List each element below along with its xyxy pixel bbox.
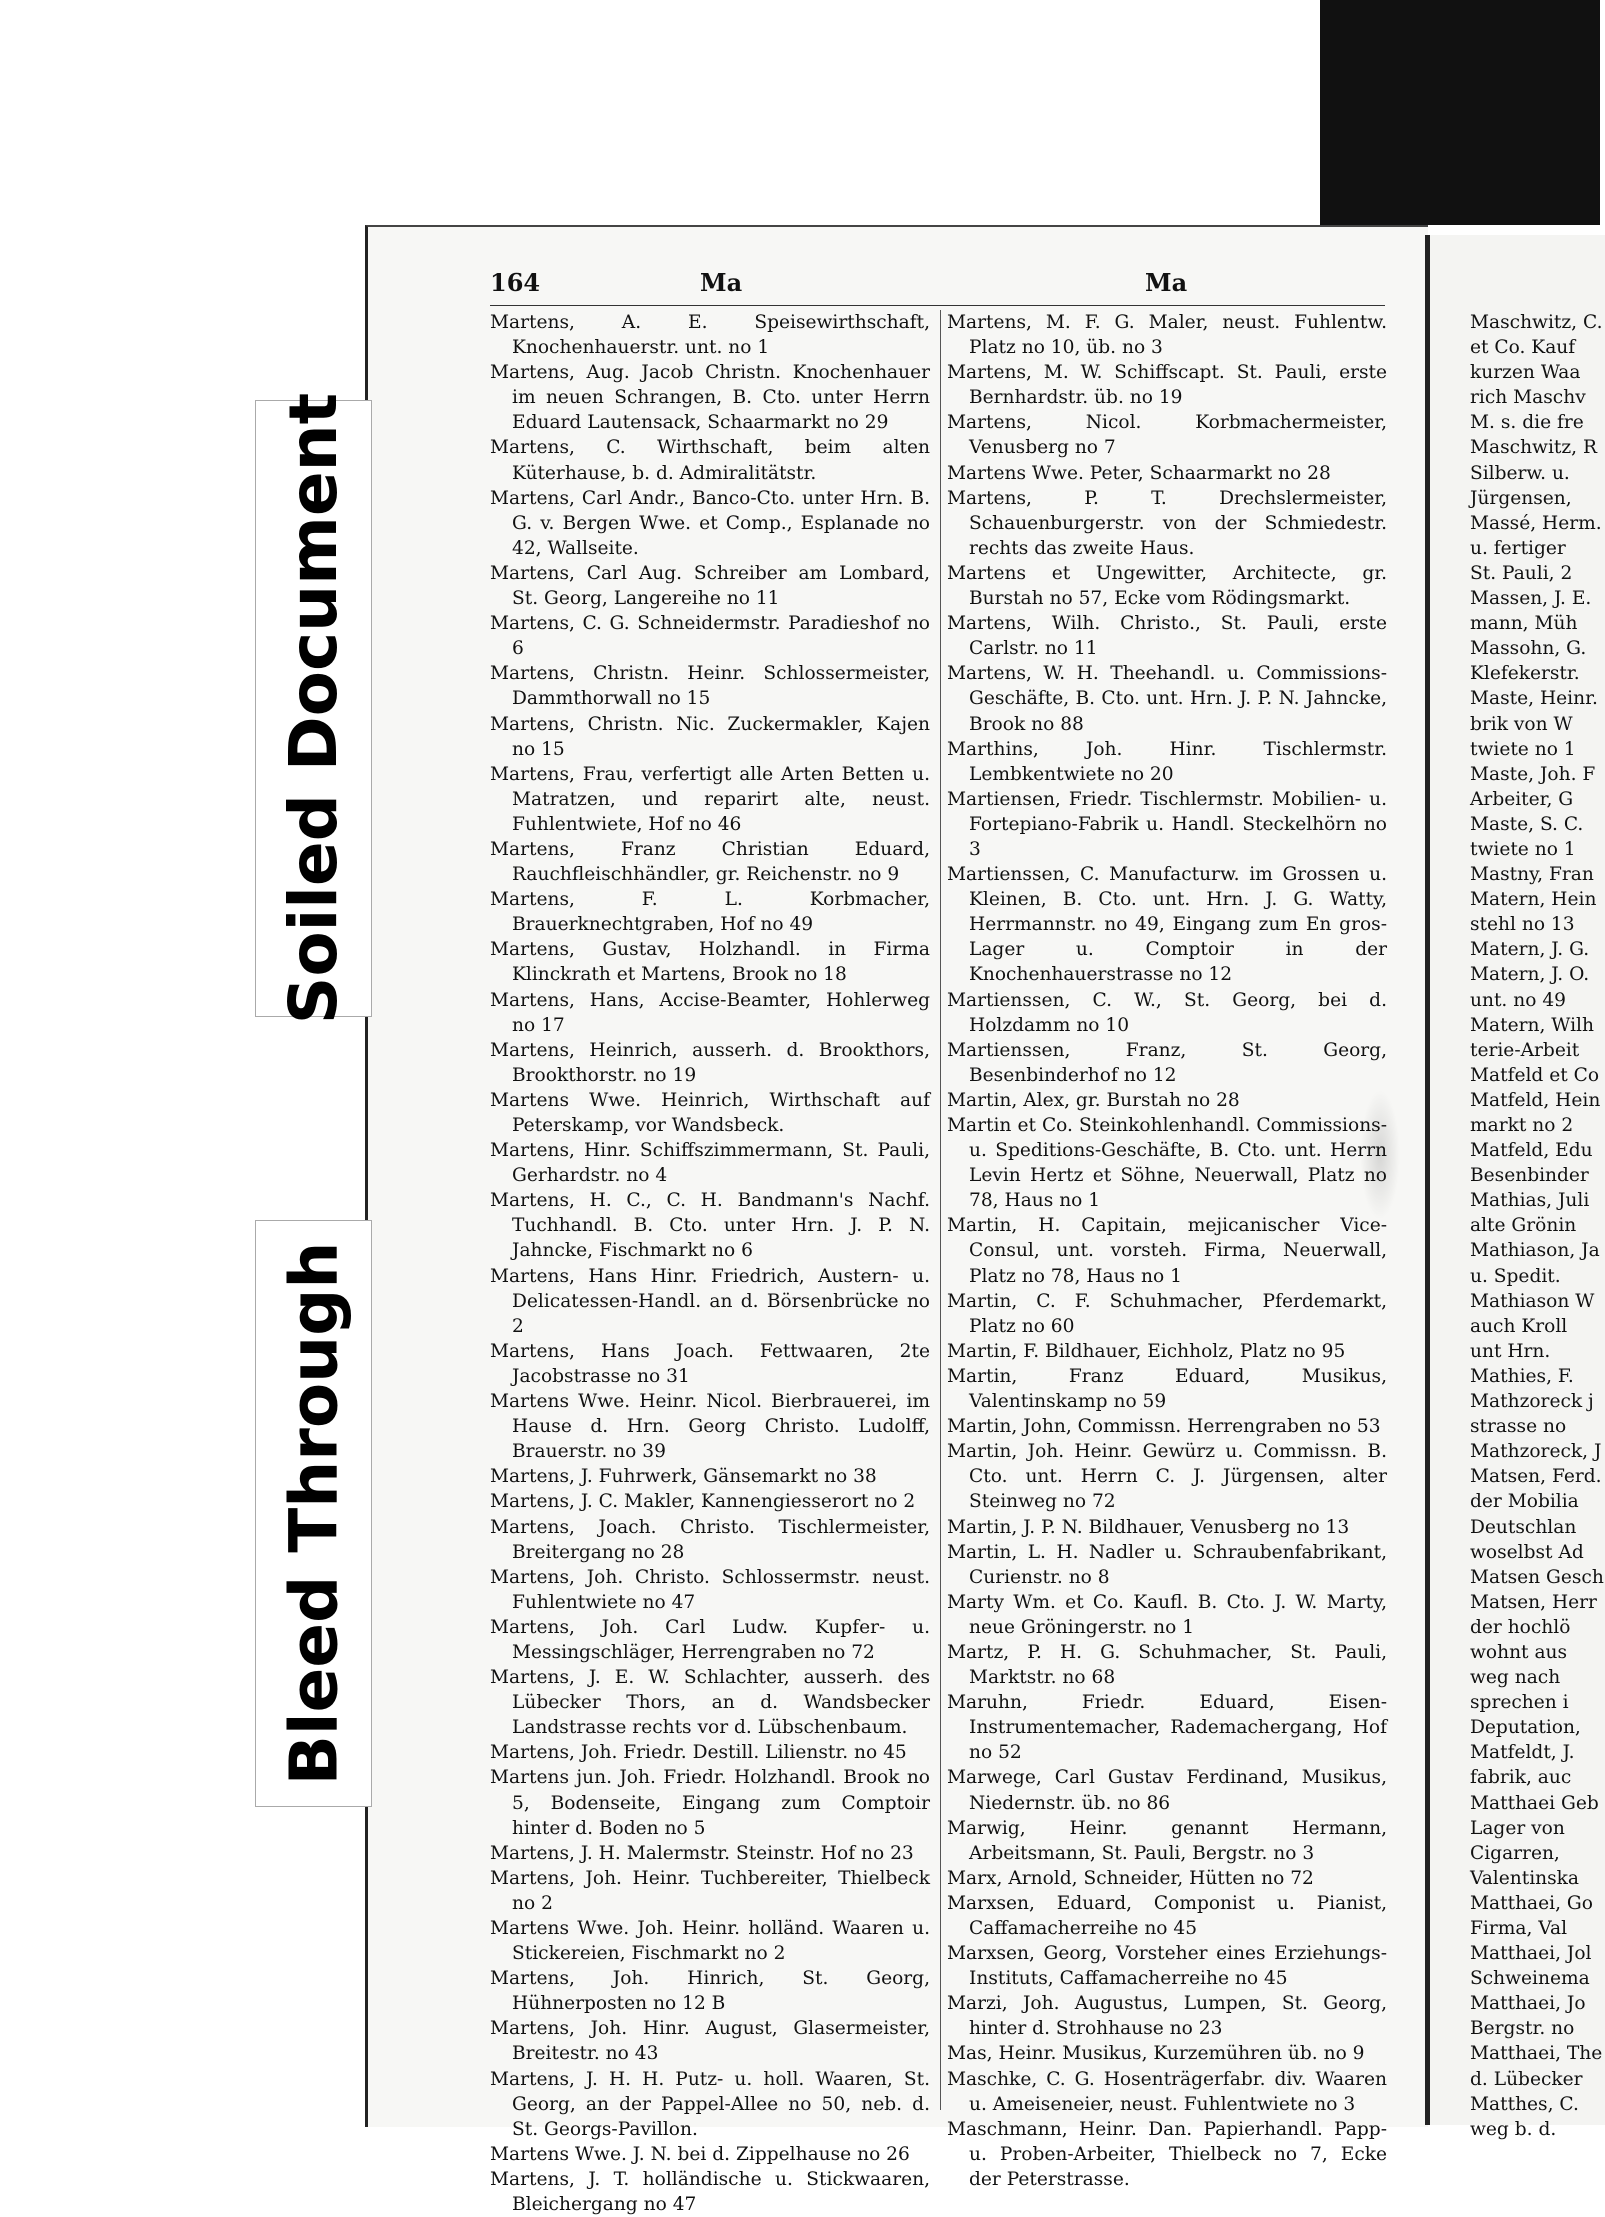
binding-shadow (1320, 0, 1600, 225)
directory-entry: Martens, Christn. Nic. Zuckermakler, Kajen no 15 (490, 713, 930, 760)
directory-entry: twiete no 1 (1470, 838, 1576, 860)
directory-entry: Matfeld, Edu (1470, 1140, 1593, 1162)
directory-entry: Martens, Heinrich, ausserh. d. Brookthors, Brookthorstr. no 19 (490, 1039, 930, 1086)
directory-entry: Deputation, (1470, 1717, 1581, 1739)
directory-entry: Matsen, Ferd. (1470, 1466, 1602, 1488)
directory-entry: Mas, Heinr. Musikus, Kurzemühren üb. no 9 (947, 2043, 1365, 2065)
header-rule (490, 305, 1385, 306)
directory-entry: Martiensen, Friedr. Tischlermstr. Mobilien- u. Fortepiano-Fabrik u. Handl. Steckelhörn no 3 (947, 788, 1387, 860)
middle-column (940, 310, 1387, 2190)
directory-entry: Massen, J. E. (1470, 588, 1592, 610)
soiled-document-label: Soiled Document (275, 392, 353, 1025)
directory-entry: Martens, H. C., C. H. Bandmann's Nachf. Tuchhandl. B. Cto. unter Hrn. J. P. N. Jahncke, Fischmarkt no 6 (490, 1190, 930, 1262)
directory-entry: stehl no 13 (1470, 914, 1575, 936)
soiled-document-tab (255, 392, 372, 1025)
directory-entry: d. Lübecker (1470, 2068, 1583, 2090)
directory-entry: Martin, Alex, gr. Burstah no 28 (947, 1089, 1240, 1111)
directory-entry: weg b. d. (1470, 2118, 1557, 2140)
directory-entry: Martens, Hans Hinr. Friedrich, Austern- u. Delicatessen-Handl. an d. Börsenbrücke no 2 (490, 1265, 930, 1337)
directory-entry: Matfeldt, J. (1470, 1742, 1575, 1764)
directory-entry: Martin, C. F. Schuhmacher, Pferdemarkt, Platz no 60 (947, 1290, 1387, 1337)
directory-entry: Martens, Joach. Christo. Tischlermeister, Breitergang no 28 (490, 1516, 930, 1563)
directory-entry: Matthes, C. (1470, 2093, 1579, 2115)
directory-entry: Marxsen, Georg, Vorsteher eines Erziehungs-Instituts, Caffamacherreihe no 45 (947, 1943, 1387, 1990)
directory-entry: Firma, Val (1470, 1918, 1568, 1939)
directory-entry: Martens, J. E. W. Schlachter, ausserh. des Lübecker Thors, an d. Wandsbecker Landstrasse rechts vor d. Lübschenbaum. (490, 1667, 930, 1739)
bleed-through-label: Bleed Through (275, 1241, 353, 1786)
directory-entry: Martens Wwe. Peter, Schaarmarkt no 28 (947, 462, 1331, 484)
directory-entry: rich Maschv (1470, 387, 1586, 409)
directory-entry: Martens, Hans Joach. Fettwaaren, 2te Jacobstrasse no 31 (490, 1340, 930, 1387)
directory-entry: Martin, John, Commissn. Herrengraben no 53 (947, 1416, 1381, 1438)
directory-entry: Martens Wwe. Heinr. Nicol. Bierbrauerei, im Hause d. Hrn. Georg Christo. Ludolff, Brauerstr. no 39 (490, 1391, 930, 1463)
directory-entry: Arbeiter, G (1470, 788, 1574, 810)
directory-entry: Marxsen, Eduard, Componist u. Pianist, Caffamacherreihe no 45 (947, 1892, 1387, 1939)
directory-entry: Martens, Carl Aug. Schreiber am Lombard, St. Georg, Langereihe no 11 (490, 562, 930, 610)
directory-entry: Martens, J. T. holländische u. Stickwaaren, Bleichergang no 47 (490, 2168, 930, 2216)
directory-entry: Martin, Franz Eduard, Musikus, Valentinskamp no 59 (947, 1365, 1387, 1413)
directory-entry: Martz, P. H. G. Schuhmacher, St. Pauli, Marktstr. no 68 (947, 1641, 1387, 1689)
directory-entry: unt Hrn. (1470, 1340, 1551, 1362)
directory-entry: Martens, P. T. Drechslermeister, Schauenburgerstr. von der Schmiedestr. rechts das zweite Haus. (947, 487, 1387, 559)
directory-entry: Maste, S. C. (1470, 813, 1584, 835)
directory-entry: Martens, J. H. Malermstr. Steinstr. Hof no 23 (490, 1842, 914, 1864)
directory-entry: Schweinema (1470, 1968, 1590, 1990)
directory-entry: M. s. die fre (1470, 412, 1584, 434)
directory-entry: Martens, Joh. Carl Ludw. Kupfer- u. Messingschläger, Herrengraben no 72 (490, 1616, 930, 1663)
directory-entry: Martens et Ungewitter, Architecte, gr. Burstah no 57, Ecke vom Rödingsmarkt. (947, 562, 1387, 610)
directory-entry: Martienssen, Franz, St. Georg, Besenbinderhof no 12 (947, 1039, 1387, 1086)
directory-entry: Matthaei, The (1470, 2043, 1603, 2065)
directory-entry: Matern, J. O. (1470, 964, 1590, 986)
directory-entry: Maschke, C. G. Hosenträgerfabr. div. Waaren u. Ameiseneier, neust. Fuhlentwiete no 3 (947, 2068, 1387, 2115)
directory-entry: Martens jun. Joh. Friedr. Holzhandl. Brook no 5, Bodenseite, Eingang zum Comptoir hinter d. Boden no 5 (490, 1767, 930, 1839)
directory-entry: der Mobilia (1470, 1491, 1579, 1513)
directory-entry: Marzi, Joh. Augustus, Lumpen, St. Georg, hinter d. Strohhause no 23 (947, 1993, 1387, 2040)
directory-entry: Martens, Christn. Heinr. Schlossermeister, Dammthorwall no 15 (490, 663, 930, 710)
directory-entry: Martens, Joh. Christo. Schlossermstr. neust. Fuhlentwiete no 47 (490, 1566, 930, 1613)
directory-entry: Mastny, Fran (1470, 864, 1594, 886)
directory-entry: Martens, Hinr. Schiffszimmermann, St. Pauli, Gerhardstr. no 4 (490, 1140, 930, 1187)
directory-entry: Jürgensen, (1470, 487, 1572, 509)
directory-entry: kurzen Waa (1470, 362, 1581, 384)
directory-entry: Martens, Carl Andr., Banco-Cto. unter Hrn. B. G. v. Bergen Wwe. et Comp., Esplanade no 42, Wallseite. (490, 487, 930, 559)
directory-entry: woselbst Ad (1470, 1541, 1584, 1563)
directory-entry: markt no 2 (1470, 1115, 1574, 1136)
directory-entry: Matthaei, Jol (1470, 1943, 1592, 1965)
directory-entry: Matfeld et Co (1470, 1064, 1600, 1086)
directory-entry: Martens, M. W. Schiffscapt. St. Pauli, erste Bernhardstr. üb. no 19 (947, 362, 1387, 409)
directory-entry: Matfeld, Hein (1470, 1089, 1601, 1111)
directory-entry: Martens, Joh. Heinr. Tuchbereiter, Thielbeck no 2 (490, 1867, 930, 1914)
directory-entry: Mathzoreck j (1470, 1391, 1594, 1413)
directory-entry: strasse no (1470, 1416, 1567, 1438)
directory-entry: alte Grönin (1470, 1215, 1577, 1237)
directory-entry: Martens, Joh. Friedr. Destill. Lilienstr. no 45 (490, 1742, 907, 1764)
directory-entry: Matsen, Herr (1470, 1591, 1597, 1613)
directory-entry: Martens, J. Fuhrwerk, Gänsemarkt no 38 (490, 1466, 877, 1488)
directory-entry: Valentinska (1470, 1867, 1580, 1889)
directory-entry: Matsen Gesch (1470, 1566, 1604, 1588)
directory-entry: sprechen i (1470, 1692, 1569, 1714)
bleed-through-tab (255, 1220, 372, 1807)
directory-entry: Martens, Wilh. Christo., St. Pauli, erste Carlstr. no 11 (947, 613, 1387, 660)
directory-entry: Marwig, Heinr. genannt Hermann, Arbeitsmann, St. Pauli, Bergstr. no 3 (947, 1817, 1387, 1864)
left-running-head: Ma (700, 268, 743, 297)
directory-entry: Martens, Aug. Jacob Christn. Knochenhauer im neuen Schrangen, B. Cto. unter Herrn Eduard Lautensack, Schaarmarkt no 29 (490, 362, 930, 434)
directory-entry: Martens, Hans, Accise-Beamter, Hohlerweg no 17 (490, 989, 930, 1036)
directory-entry: Martens, C. G. Schneidermstr. Paradieshof no 6 (490, 613, 930, 660)
directory-entry: Martens, Frau, verfertigt alle Arten Betten u. Matratzen, und reparirt alte, neust. Fuhlentwiete, Hof no 46 (490, 763, 930, 835)
directory-entry: Martens, M. F. G. Maler, neust. Fuhlentw. Platz no 10, üb. no 3 (947, 312, 1387, 359)
directory-entry: Massé, Herm. (1470, 512, 1602, 534)
directory-entry: Deutschlan (1470, 1516, 1577, 1538)
directory-entry: Mathiason, Ja (1470, 1240, 1600, 1262)
directory-entry: Martens Wwe. Heinrich, Wirthschaft auf Peterskamp, vor Wandsbeck. (490, 1089, 930, 1136)
directory-entry: Besenbinder (1470, 1165, 1589, 1187)
page-header (390, 268, 1400, 308)
directory-entry: Klefekerstr. (1470, 663, 1580, 685)
directory-entry: u. Spedit. (1470, 1265, 1561, 1287)
directory-entry: Martens, Franz Christian Eduard, Rauchfleischhändler, gr. Reichenstr. no 9 (490, 838, 930, 886)
directory-entry: Maschmann, Heinr. Dan. Papierhandl. Papp- u. Proben-Arbeiter, Thielbeck no 7, Ecke der Peterstrasse. (947, 2118, 1387, 2190)
left-column (490, 310, 930, 2216)
page-number: 164 (490, 268, 541, 297)
directory-entry: Lager von (1470, 1817, 1565, 1839)
directory-entry: Marwege, Carl Gustav Ferdinand, Musikus, Niedernstr. üb. no 86 (947, 1767, 1387, 1814)
directory-entry: mann, Müh (1470, 613, 1578, 635)
directory-entry: wohnt aus (1470, 1641, 1568, 1663)
directory-entry: Silberw. u. (1470, 462, 1570, 484)
directory-entry: Mathies, F. (1470, 1365, 1574, 1387)
directory-entry: Maste, Heinr. (1470, 688, 1598, 710)
directory-entry: terie-Arbeit (1470, 1039, 1580, 1061)
directory-entry: Martens, J. H. H. Putz- u. holl. Waaren, St. Georg, an der Pappel-Allee no 50, neb. d. St. Georgs-Pavillon. (490, 2068, 930, 2140)
directory-entry: Mathiason W (1470, 1290, 1595, 1312)
directory-entry: Matthaei, Go (1470, 1892, 1593, 1914)
directory-entry: Maste, Joh. F (1470, 763, 1596, 785)
directory-entry: Martens, Joh. Hinr. August, Glasermeister, Breitestr. no 43 (490, 2018, 930, 2065)
directory-entry: fabrik, auc (1470, 1767, 1572, 1789)
directory-entry: Mathzoreck, J (1470, 1441, 1602, 1463)
directory-entry: Matern, Wilh (1470, 1014, 1594, 1036)
right-column-cutoff (1470, 310, 1604, 2140)
directory-entry: Cigarren, (1470, 1842, 1560, 1864)
directory-entry: Martens, Nicol. Korbmachermeister, Venusberg no 7 (947, 412, 1387, 459)
directory-entry: Martens, Gustav, Holzhandl. in Firma Klinckrath et Martens, Brook no 18 (490, 939, 930, 986)
right-running-head: Ma (1145, 268, 1188, 297)
directory-entry: auch Kroll (1470, 1315, 1568, 1337)
directory-entry: Matthaei, Jo (1470, 1993, 1586, 2015)
directory-entry: Martens, Joh. Hinrich, St. Georg, Hühnerposten no 12 B (490, 1968, 930, 2015)
directory-entry: Maschwitz, R (1470, 437, 1598, 459)
directory-entry: Martens, F. L. Korbmacher, Brauerknechtgraben, Hof no 49 (490, 889, 930, 936)
directory-entry: Matthaei Geb (1470, 1792, 1599, 1814)
directory-entry: Martienssen, C. Manufacturw. im Grossen u. Kleinen, B. Cto. unt. Hrn. J. G. Watty, Herrmannstr. no 49, Eingang zum En gros-Lager u. Comptoir in der Knochenhauerstrasse no 12 (947, 864, 1387, 986)
directory-entry: Massohn, G. (1470, 638, 1587, 660)
directory-entry: Martienssen, C. W., St. Georg, bei d. Holzdamm no 10 (947, 989, 1387, 1036)
directory-entry: Martin, H. Capitain, mejicanischer Vice-Consul, unt. vorsteh. Firma, Neuerwall, Platz no 78, Haus no 1 (947, 1215, 1387, 1287)
directory-entry: Martin, L. H. Nadler u. Schraubenfabrikant, Curienstr. no 8 (947, 1541, 1387, 1588)
directory-entry: Bergstr. no (1470, 2018, 1575, 2040)
directory-entry: Matern, Hein (1470, 889, 1597, 911)
directory-entry: weg nach (1470, 1667, 1561, 1689)
directory-entry: der hochlö (1470, 1616, 1571, 1638)
directory-entry: Marty Wm. et Co. Kaufl. B. Cto. J. W. Marty, neue Gröningerstr. no 1 (947, 1591, 1387, 1638)
directory-entry: St. Pauli, 2 (1470, 562, 1573, 584)
directory-entry: et Co. Kauf (1470, 337, 1576, 359)
directory-entry: Martin, J. P. N. Bildhauer, Venusberg no 13 (947, 1516, 1350, 1538)
directory-entry: Martens, J. C. Makler, Kannengiesserort no 2 (490, 1491, 916, 1513)
directory-entry: Matern, J. G. (1470, 939, 1590, 961)
directory-entry: Martin et Co. Steinkohlenhandl. Commissions- u. Speditions-Geschäfte, B. Cto. unt. Herrn Levin Hertz et Söhne, Neuerwall, Platz no 78, Haus no 1 (947, 1115, 1387, 1212)
directory-entry: Martens Wwe. Joh. Heinr. holländ. Waaren u. Stickereien, Fischmarkt no 2 (490, 1918, 930, 1965)
directory-entry: Martin, F. Bildhauer, Eichholz, Platz no 95 (947, 1340, 1346, 1362)
directory-entry: Mathias, Juli (1470, 1190, 1590, 1212)
directory-entry: unt. no 49 (1470, 989, 1566, 1011)
directory-entry: Martin, Joh. Heinr. Gewürz u. Commissn. B. Cto. unt. Herrn C. J. Jürgensen, alter Steinweg no 72 (947, 1441, 1387, 1513)
directory-entry: Maruhn, Friedr. Eduard, Eisen-Instrumentemacher, Rademachergang, Hof no 52 (947, 1692, 1387, 1764)
directory-entry: Maschwitz, C. (1470, 312, 1603, 333)
directory-entry: Marx, Arnold, Schneider, Hütten no 72 (947, 1867, 1314, 1889)
directory-entry: Marthins, Joh. Hinr. Tischlermstr. Lembkentwiete no 20 (947, 738, 1387, 785)
directory-entry: u. fertiger (1470, 537, 1566, 559)
directory-entry: Martens, A. E. Speisewirthschaft, Knochenhauerstr. unt. no 1 (490, 312, 930, 359)
directory-entry: Martens, W. H. Theehandl. u. Commissions-Geschäfte, B. Cto. unt. Hrn. J. P. N. Jahncke, Brook no 88 (947, 663, 1387, 735)
directory-entry: Martens Wwe. J. N. bei d. Zippelhause no 26 (490, 2143, 910, 2165)
directory-entry: twiete no 1 (1470, 738, 1576, 760)
directory-entry: Martens, C. Wirthschaft, beim alten Küterhause, b. d. Admiralitätstr. (490, 437, 930, 484)
directory-entry: brik von W (1470, 713, 1573, 735)
